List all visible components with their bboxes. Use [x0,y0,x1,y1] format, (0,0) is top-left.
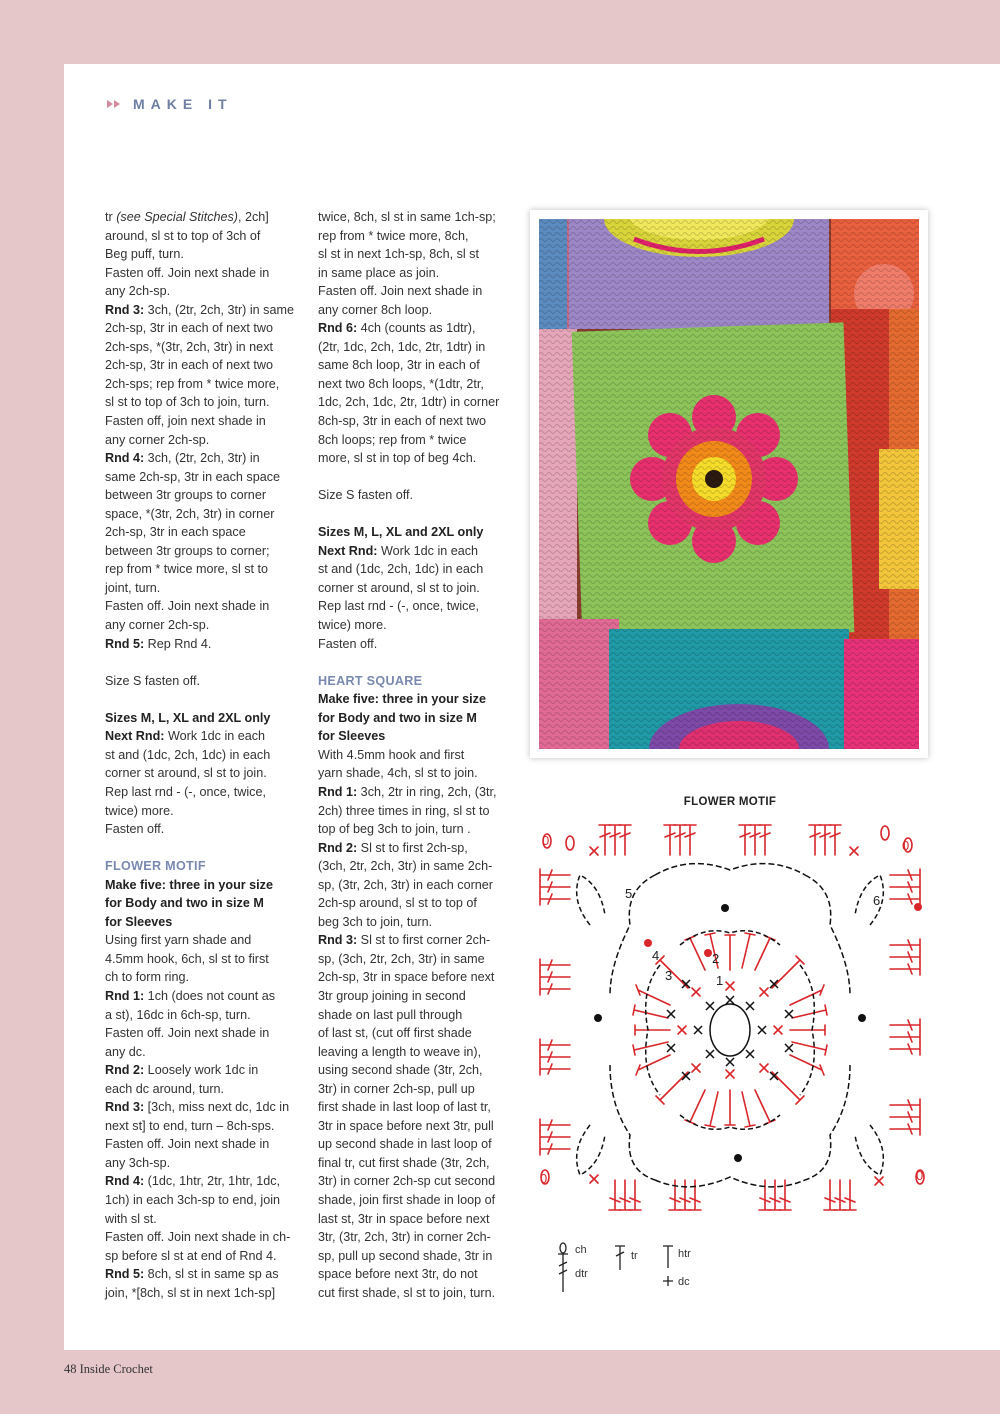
flower-motif-chart [530,815,930,1235]
page-number: 48 [64,1362,77,1376]
ch-symbol [560,1243,566,1253]
round-label-2: 2 [712,951,720,966]
tr-symbol [615,1246,625,1270]
chart-key [555,1240,755,1300]
key-tr: tr [631,1250,638,1262]
round-label-4: 4 [652,948,660,963]
text-column-1: tr (see Special Stitches), 2ch] around, sl st to top of 3ch of Beg puff, turn. Fasten off. Join next shade in any 2ch-sp. Rnd 3: 3ch, (2tr, 2ch, 3tr) in same 2ch-sp, 3tr in each of next two 2ch-sps, *(3tr, 2ch, 3tr) in next 2ch-sp, 3tr in each of next two 2ch-sps; rep from * twice more, sl st to top of 3ch to join, turn. Fasten off, join next shade in any corner 2ch-sp. Rnd 4: 3ch, (2tr, 2ch, 3tr) in same 2ch-sp, 3tr in each space between 3tr groups to corner space, *(3tr, 2ch, 3tr) in corner 2ch-sp, 3tr in each space between 3tr groups to corner; rep from * twice more, sl st to joint, turn. Fasten off. Join next shade in any corner 2ch-sp. Rnd 5: Rep Rnd 4. Size S fasten off. Sizes M, L, XL and 2XL only Next Rnd: Work 1dc in each st and (1dc, 2ch, 1dc) in each corner st around, sl st to join. Rep last rnd - (-, once, twice, twice) more. Fasten off. FLOWER MOTIF Make five: three in your size for Body and two in size M for Sleeves Using first yarn shade and 4.5mm hook, 6ch, sl st to first ch to form ring. Rnd 1: 1ch (does not count as a st), 16dc in 6ch-sp, turn. Fasten off. Join next shade in any dc. Rnd 2: Loosely work 1dc in each dc around, turn. Rnd 3: [3ch, miss next dc, 1dc in next st] to end, turn – 8ch-sps. Fasten off. Join next shade in any 3ch-sp. Rnd 4: (1dc, 1htr, 2tr, 1htr, 1dc, 1ch) in each 3ch-sp to end, join with sl st. Fasten off. Join next shade in ch- sp before sl st at end of Rnd 4. Rnd 5: 8ch, sl st in same sp as join, *[8ch, sl st in next 1ch-sp] [105,208,300,1302]
photo-frame [530,210,928,758]
key-dc: dc [678,1276,690,1288]
corner-label-br: 0 [916,1168,924,1183]
round-label-1: 1 [716,973,724,988]
round-label-6: 6 [873,893,881,908]
dc-symbol [663,1276,673,1286]
corner-label-bl: 0 [540,1171,548,1186]
round-label-3: 3 [665,968,673,983]
chart-title: FLOWER MOTIF [683,796,777,808]
footer [64,1362,153,1377]
magazine-name: Inside Crochet [79,1362,153,1376]
key-ch: ch [575,1244,587,1256]
flower-motif-heading: FLOWER MOTIF [105,859,206,874]
round-label-5: 5 [625,886,633,901]
double-arrow-icon [105,98,125,110]
heart-square-heading: HEART SQUARE [318,673,423,688]
section-title: MAKE IT [133,96,233,112]
dtr-symbol [558,1254,568,1292]
key-dtr: dtr [575,1268,588,1280]
htr-symbol [663,1246,673,1268]
key-htr: htr [678,1248,691,1260]
section-tag [105,96,233,112]
crochet-squares-photo [539,219,919,749]
corner-label-tl: 0 [542,833,550,848]
corner-label-tr: 0 [902,838,910,853]
text-column-2: twice, 8ch, sl st in same 1ch-sp; rep from * twice more, 8ch, sl st in next 1ch-sp, 8ch, sl st in same place as join. Fasten off. Join next shade in any corner 8ch loop. Rnd 6: 4ch (counts as 1dtr), (2tr, 1dc, 2ch, 1dc, 2tr, 1dtr) in same 8ch loop, 3tr in each of next two 8ch loops, *(1dtr, 2tr, 1dc, 2ch, 1dc, 2tr, 1dtr) in corner 8ch-sp, 3tr in each of next two 8ch loops; rep from * twice more, sl st in top of beg 4ch. Size S fasten off. Sizes M, L, XL and 2XL only Next Rnd: Work 1dc in each st and (1dc, 2ch, 1dc) in each corner st around, sl st to join. Rep last rnd - (-, once, twice, twice) more. Fasten off. HEART SQUARE Make five: three in your size for Body and two in size M for Sleeves With 4.5mm hook and first yarn shade, 4ch, sl st to join. Rnd 1: 3ch, 2tr in ring, 2ch, (3tr, 2ch) three times in ring, sl st to top of beg 3ch to join, turn . Rnd 2: Sl st to first 2ch-sp, (3ch, 2tr, 2ch, 3tr) in same 2ch- sp, (3tr, 2ch, 3tr) in each corner 2ch-sp around, sl st to top of beg 3ch to join, turn. Rnd 3: Sl st to first corner 2ch- sp, (3ch, 2tr, 2ch, 3tr) in same 2ch-sp, 3tr in space before next 3tr group joining in second shade on last pull through of last st, (cut off first shade leaving a length to weave in), using second shade (3tr, 2ch, 3tr) in corner 2ch-sp, pull up first shade in last loop of last tr, 3tr in space before next 3tr, pull up second shade in last loop of final tr, cut first shade (3tr, 2ch, 3tr) in corner 2ch-sp cut second shade, join first shade in loop of last st, 3tr in space before next 3tr, (3tr, 2ch, 3tr) in corner 2ch- sp, pull up second shade, 3tr in space before next 3tr, do not cut first shade, sl st to join, turn. [318,208,513,1302]
